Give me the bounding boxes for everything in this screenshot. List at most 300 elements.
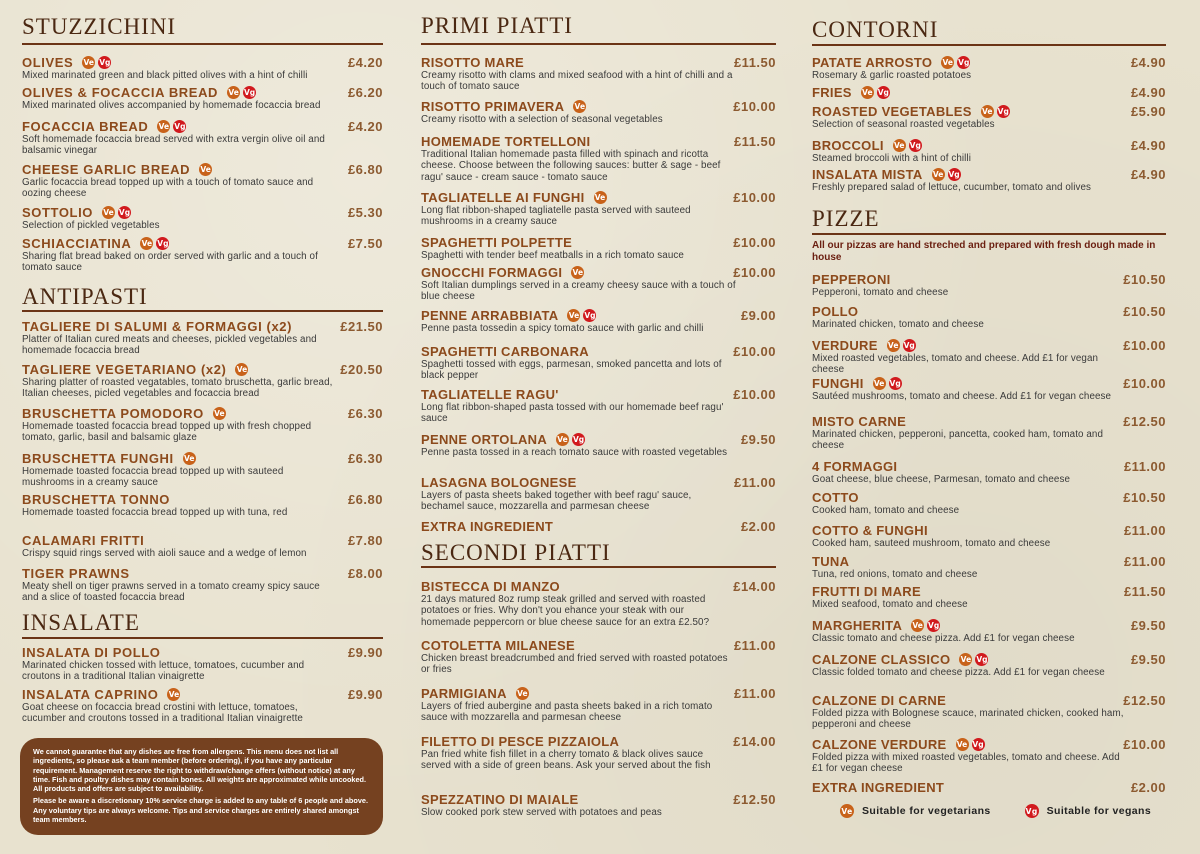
menu-item-price: £2.00 bbox=[740, 519, 776, 534]
menu-item bbox=[812, 137, 1166, 164]
menu-item-name: SPEZZATINO DI MAIALE bbox=[421, 791, 579, 807]
vegetarian-badge-icon: Ve bbox=[83, 57, 95, 67]
menu-item-name: TIGER PRAWNS bbox=[22, 565, 130, 581]
menu-item bbox=[22, 318, 383, 357]
menu-item-name: PARMIGIANA bbox=[421, 685, 507, 701]
vegan-badge-icon: Vg bbox=[972, 739, 984, 749]
menu-item-description: Garlic focaccia bread topped up with a touch of tomato sauce and oozing cheese bbox=[22, 177, 314, 200]
menu-item-description: Creamy risotto with a selection of seasonal vegetables bbox=[421, 114, 663, 125]
menu-item-header bbox=[421, 578, 776, 594]
menu-item-name: RISOTTO MARE bbox=[421, 54, 525, 70]
menu-item-header bbox=[812, 413, 1166, 429]
menu-item-price: £4.20 bbox=[347, 55, 383, 70]
menu-item-name: PEPPERONI bbox=[812, 271, 891, 287]
menu-item bbox=[421, 791, 776, 818]
menu-item-header bbox=[22, 405, 383, 421]
menu-item-description: Selection of seasonal roasted vegetables bbox=[812, 119, 995, 130]
menu-item-description: Meaty shell on tiger prawns served in a tomato creamy spicy sauce and a slice of toasted focaccia bread bbox=[22, 581, 320, 604]
menu-item-header bbox=[812, 54, 1166, 70]
vegetarian-badge-icon: Ve bbox=[594, 192, 606, 202]
menu-item-name: POLLO bbox=[812, 303, 859, 319]
menu-item-description: Marinated chicken, tomato and cheese bbox=[812, 319, 984, 330]
menu-item-name: SOTTOLIO bbox=[22, 204, 94, 220]
menu-item-name: OLIVES & FOCACCIA BREAD bbox=[22, 84, 219, 100]
vegetarian-badge-icon: Ve bbox=[184, 453, 195, 463]
menu-item bbox=[812, 166, 1166, 193]
dietary-badges bbox=[929, 168, 961, 181]
menu-item-header bbox=[421, 133, 776, 149]
menu-item-header bbox=[812, 137, 1166, 153]
dietary-badges bbox=[591, 191, 607, 204]
section-divider bbox=[22, 310, 383, 312]
menu-item bbox=[812, 337, 1166, 376]
vegetarian-badge-icon: Ve bbox=[960, 654, 972, 664]
dietary-badges bbox=[890, 139, 922, 152]
menu-item-description: Soft Italian dumplings served in a creamy cheesy sauce with a touch of blue cheese bbox=[421, 280, 736, 303]
menu-item-price: £10.00 bbox=[733, 344, 776, 359]
menu-item-price: £8.00 bbox=[347, 566, 383, 581]
menu-item-header bbox=[22, 235, 383, 251]
dietary-badges bbox=[513, 687, 529, 700]
menu-item-description: Traditional Italian homemade pasta filled with spinach and ricotta cheese. Choose between the following sauces: butter & sage - beef ragu' sauce - cream sauce - tomato sauce bbox=[421, 149, 721, 183]
dietary-badges bbox=[564, 309, 596, 322]
menu-item-name: COTOLETTA MILANESE bbox=[421, 637, 575, 653]
allergen-notice bbox=[20, 738, 383, 835]
menu-item-name: HOMEMADE TORTELLONI bbox=[421, 133, 591, 149]
menu-item-description: Mixed seafood, tomato and cheese bbox=[812, 599, 968, 610]
menu-item-name: INSALATA CAPRINO bbox=[22, 686, 159, 702]
menu-item bbox=[812, 522, 1166, 549]
menu-item-description: Chicken breast breadcrumbed and fried served with roasted potatoes or fries bbox=[421, 653, 728, 676]
section-divider bbox=[812, 233, 1166, 235]
menu-item-name: PENNE ORTOLANA bbox=[421, 431, 548, 447]
menu-item-price: £9.50 bbox=[740, 432, 776, 447]
menu-item-name: EXTRA INGREDIENT bbox=[812, 779, 945, 795]
menu-item-name: ROASTED VEGETABLES bbox=[812, 103, 972, 119]
menu-item-description: Classic tomato and cheese pizza. Add £1 for vegan cheese bbox=[812, 633, 1075, 644]
menu-item bbox=[812, 103, 1166, 130]
menu-item-description: Homemade toasted focaccia bread topped up with fresh chopped tomato, garlic, basil and balsamic glaze bbox=[22, 421, 312, 444]
menu-item-price: £4.20 bbox=[347, 119, 383, 134]
menu-item-description: Spaghetti tossed with eggs, parmesan, smoked pancetta and lots of black pepper bbox=[421, 359, 722, 382]
menu-item-name: COTTO & FUNGHI bbox=[812, 522, 928, 538]
vegetarian-badge-icon: Ve bbox=[887, 340, 899, 350]
menu-item bbox=[421, 386, 776, 425]
menu-item-price: £4.90 bbox=[1130, 138, 1166, 153]
menu-item-header bbox=[421, 518, 776, 534]
menu-item-price: £5.90 bbox=[1130, 104, 1166, 119]
menu-item-name: BISTECCA DI MANZO bbox=[421, 578, 560, 594]
dietary-badges bbox=[196, 163, 212, 176]
section-heading: SECONDI PIATTI bbox=[421, 540, 611, 565]
vegetarian-badge-icon: Ve bbox=[168, 689, 180, 699]
menu-item-description: Sautéed mushrooms, tomato and cheese. Add £1 for vegan cheese bbox=[812, 391, 1112, 402]
menu-item-description: Pepperoni, tomato and cheese bbox=[812, 287, 949, 298]
menu-item-price: £6.30 bbox=[347, 451, 383, 466]
menu-item-name: TUNA bbox=[812, 553, 850, 569]
menu-item-header bbox=[812, 103, 1166, 119]
menu-item bbox=[421, 474, 776, 513]
menu-item-description: Marinated chicken, pepperoni, pancetta, cooked ham, tomato and cheese bbox=[812, 429, 1104, 452]
vegetarian-badge-icon: Ve bbox=[236, 364, 248, 374]
menu-item-price: £10.50 bbox=[1123, 272, 1166, 287]
menu-item bbox=[22, 644, 383, 683]
menu-item-header bbox=[812, 651, 1166, 667]
dietary-badges bbox=[154, 120, 186, 133]
menu-item bbox=[812, 271, 1166, 298]
menu-item-description: 21 days matured 8oz rump steak grilled and served with roasted potatoes or fries. Why don't you ehance your steak with our homemade peppercorn or blue cheese sauce for an extra £2.50? bbox=[421, 594, 710, 628]
menu-item-name: COTTO bbox=[812, 489, 859, 505]
menu-item-name: OLIVES bbox=[22, 54, 74, 70]
menu-item-name: BROCCOLI bbox=[812, 137, 884, 153]
menu-item bbox=[421, 307, 776, 334]
menu-item-price: £11.50 bbox=[1123, 584, 1166, 599]
menu-item-header bbox=[812, 583, 1166, 599]
menu-item bbox=[421, 54, 776, 93]
menu-item bbox=[812, 458, 1166, 485]
menu-item-header bbox=[812, 489, 1166, 505]
menu-item-price: £2.00 bbox=[1130, 780, 1166, 795]
vegan-badge-icon: Vg bbox=[1025, 804, 1039, 818]
vegetarian-badge-icon: Ve bbox=[158, 121, 170, 131]
menu-item bbox=[421, 189, 776, 228]
menu-item-name: BRUSCHETTA FUNGHI bbox=[22, 450, 174, 466]
menu-item-header bbox=[812, 553, 1166, 569]
menu-item-name: BRUSCHETTA TONNO bbox=[22, 491, 171, 507]
dietary-badges bbox=[956, 653, 988, 666]
menu-item-description: Mixed marinated green and black pitted olives with a hint of chilli bbox=[22, 70, 308, 81]
section-heading: CONTORNI bbox=[812, 17, 939, 42]
vegetarian-badge-icon: Ve bbox=[956, 739, 968, 749]
vegetarian-badge-icon: Ve bbox=[840, 804, 854, 818]
menu-item-name: FRIES bbox=[812, 84, 852, 100]
menu-item-price: £6.20 bbox=[347, 85, 383, 100]
menu-item-price: £11.50 bbox=[733, 134, 776, 149]
menu-item-description: Long flat ribbon-shaped pasta tossed with our homemade beef ragu' sauce bbox=[421, 402, 724, 425]
menu-item-name: FUNGHI bbox=[812, 375, 864, 391]
menu-item-description: Penne pasta tossed in a reach tomato sauce with roasted vegetables bbox=[421, 447, 728, 458]
menu-item-description: Folded pizza with mixed roasted vegetables, tomato and cheese. Add £1 for vegan cheese bbox=[812, 752, 1120, 775]
menu-item-description: Creamy risotto with clams and mixed seafood with a hint of chilli and a touch of tomato sauce bbox=[421, 70, 733, 93]
menu-item bbox=[22, 686, 383, 725]
menu-item-price: £11.50 bbox=[733, 55, 776, 70]
menu-item-description: Platter of Italian cured meats and cheeses, pickled vegetables and homemade focaccia bread bbox=[22, 334, 317, 357]
menu-item-description: Cooked ham, tomato and cheese bbox=[812, 505, 960, 516]
menu-item bbox=[812, 553, 1166, 580]
menu-item-description: Classic folded tomato and cheese pizza. Add £1 for vegan cheese bbox=[812, 667, 1105, 678]
menu-item-price: £6.30 bbox=[347, 406, 383, 421]
menu-item-header bbox=[812, 617, 1166, 633]
menu-item-price: £10.00 bbox=[1123, 737, 1166, 752]
menu-item bbox=[812, 413, 1166, 452]
menu-item-name: INSALATA DI POLLO bbox=[22, 644, 161, 660]
menu-item-name: SPAGHETTI POLPETTE bbox=[421, 234, 573, 250]
menu-item bbox=[421, 98, 776, 125]
section-heading: INSALATE bbox=[22, 610, 140, 635]
menu-item-price: £12.50 bbox=[1123, 693, 1166, 708]
menu-item bbox=[812, 54, 1166, 81]
menu-item-description: Marinated chicken tossed with lettuce, tomatoes, cucumber and croutons in a traditional Italian vinaigrette bbox=[22, 660, 305, 683]
menu-item-header bbox=[421, 343, 776, 359]
menu-item-header bbox=[22, 491, 383, 507]
menu-item-header bbox=[421, 189, 776, 205]
dietary-legend bbox=[840, 804, 1151, 818]
section-divider bbox=[812, 44, 1166, 46]
vegetarian-badge-icon: Ve bbox=[873, 378, 885, 388]
menu-item-description: Tuna, red onions, tomato and cheese bbox=[812, 569, 978, 580]
dietary-badges bbox=[570, 100, 586, 113]
menu-item bbox=[812, 617, 1166, 644]
vegetarian-badge-icon: Ve bbox=[214, 408, 225, 418]
vegetarian-badge-icon: Ve bbox=[228, 87, 239, 97]
menu-item-header bbox=[812, 779, 1166, 795]
section-note: All our pizzas are hand streched and prepared with fresh dough made in house bbox=[812, 240, 1156, 263]
vegan-badge-icon: Vg bbox=[243, 87, 256, 97]
menu-item-description: Rosemary & garlic roasted potatoes bbox=[812, 70, 972, 81]
menu-item-description: Pan fried white fish fillet in a cherry tomato & black olives sauce served with a side of green beans. Ask your served about the fish bbox=[421, 749, 711, 772]
menu-item-price: £10.50 bbox=[1123, 490, 1166, 505]
menu-item-header bbox=[421, 307, 776, 323]
menu-item-header bbox=[812, 271, 1166, 287]
menu-item-header bbox=[421, 685, 776, 701]
menu-item-price: £11.00 bbox=[733, 686, 776, 701]
vegan-badge-icon: Vg bbox=[948, 169, 960, 179]
section-heading: PIZZE bbox=[812, 206, 880, 231]
menu-item-description: Sharing platter of roasted vegatables, tomato bruschetta, garlic bread, Italian cheeses, picled vegetables and focaccia bread bbox=[22, 377, 333, 400]
menu-item-description: Soft homemade focaccia bread served with extra vergin olive oil and balsamic vinegar bbox=[22, 134, 325, 157]
menu-item-header bbox=[812, 84, 1166, 100]
menu-item bbox=[421, 733, 776, 772]
menu-item bbox=[22, 54, 383, 81]
dietary-badges bbox=[99, 206, 131, 219]
menu-item-description: Homemade toasted focaccia bread topped up with sauteed mushrooms in a creamy sauce bbox=[22, 466, 284, 489]
menu-item-description: Freshly prepared salad of lettuce, cucumber, tomato and olives bbox=[812, 182, 1092, 193]
dietary-badges bbox=[180, 452, 196, 465]
menu-item-description: Layers of fried aubergine and pasta sheets baked in a rich tomato sauce with mozzarella and parmesan cheese bbox=[421, 701, 713, 724]
dietary-badges bbox=[858, 86, 890, 99]
menu-item-price: £4.90 bbox=[1130, 167, 1166, 182]
vegan-badge-icon: Vg bbox=[584, 310, 596, 320]
menu-item-price: £11.00 bbox=[733, 475, 776, 490]
menu-item-description: Cooked ham, sauteed mushroom, tomato and cheese bbox=[812, 538, 1051, 549]
menu-item bbox=[421, 431, 776, 458]
dietary-badges bbox=[137, 237, 169, 250]
menu-item bbox=[22, 235, 383, 274]
service-charge-text: Please be aware a discretionary 10% service charge is added to any table of 6 people and above. Any voluntary tips are always welcome. Tips and service charges are entirely shared amongst team members. bbox=[33, 796, 368, 825]
section-divider bbox=[22, 637, 383, 639]
menu-item-price: £10.00 bbox=[1123, 376, 1166, 391]
vegan-badge-icon: Vg bbox=[118, 207, 131, 217]
menu-item-description: Slow cooked pork stew served with potatoes and peas bbox=[421, 807, 662, 818]
menu-item-price: £9.90 bbox=[347, 645, 383, 660]
vegan-badge-icon: Vg bbox=[889, 378, 901, 388]
menu-item bbox=[812, 692, 1166, 731]
menu-item-price: £5.30 bbox=[347, 205, 383, 220]
menu-item-header bbox=[812, 166, 1166, 182]
vegan-badge-icon: Vg bbox=[928, 620, 940, 630]
menu-item-header bbox=[421, 98, 776, 114]
menu-item-price: £10.00 bbox=[733, 265, 776, 280]
menu-item-description: Spaghetti with tender beef meatballs in a rich tomato sauce bbox=[421, 250, 684, 261]
menu-item-price: £6.80 bbox=[347, 492, 383, 507]
dietary-badges bbox=[210, 407, 226, 420]
menu-item-header bbox=[421, 386, 776, 402]
menu-item-price: £9.50 bbox=[1130, 618, 1166, 633]
section-divider bbox=[22, 43, 383, 45]
menu-item-description: Mixed roasted vegetables, tomato and cheese. Add £1 for vegan cheese bbox=[812, 353, 1099, 376]
menu-item-name: TAGLIATELLE AI FUNGHI bbox=[421, 189, 585, 205]
menu-item-description: Penne pasta tossedin a spicy tomato sauce with garlic and chilli bbox=[421, 323, 704, 334]
menu-item bbox=[812, 489, 1166, 516]
menu-item-name: MISTO CARNE bbox=[812, 413, 907, 429]
menu-item-price: £12.50 bbox=[1123, 414, 1166, 429]
vegetarian-badge-icon: Ve bbox=[981, 106, 993, 116]
menu-item-price: £21.50 bbox=[340, 319, 383, 334]
menu-item-header bbox=[22, 161, 383, 177]
menu-item-header bbox=[22, 118, 383, 134]
menu-item-description: Long flat ribbon-shaped tagliatelle pasta served with sauteed mushrooms in a creamy sauce bbox=[421, 205, 691, 228]
menu-item-price: £6.80 bbox=[347, 162, 383, 177]
menu-item-description: Crispy squid rings served with aioli sauce and a wedge of lemon bbox=[22, 548, 307, 559]
menu-item-name: MARGHERITA bbox=[812, 617, 903, 633]
menu-item-price: £14.00 bbox=[733, 579, 776, 594]
menu-item-price: £11.00 bbox=[1123, 554, 1166, 569]
vegan-badge-icon: Vg bbox=[572, 434, 585, 444]
menu-item bbox=[22, 84, 383, 111]
menu-item-description: Mixed marinated olives accompanied by homemade focaccia bread bbox=[22, 100, 321, 111]
vegan-badge-icon: Vg bbox=[909, 140, 921, 150]
menu-item-name: CALZONE DI CARNE bbox=[812, 692, 947, 708]
menu-item-name: LASAGNA BOLOGNESE bbox=[421, 474, 577, 490]
menu-item-name: FOCACCIA BREAD bbox=[22, 118, 149, 134]
vegetarian-badge-icon: Ve bbox=[200, 164, 211, 174]
vegetarian-badge-icon: Ve bbox=[557, 434, 568, 444]
vegetarian-badge-icon: Ve bbox=[893, 140, 905, 150]
vegetarian-legend-label: Suitable for vegetarians bbox=[862, 805, 991, 817]
menu-item-name: BRUSCHETTA POMODORO bbox=[22, 405, 204, 421]
section-heading: ANTIPASTI bbox=[22, 284, 148, 309]
menu-item-header bbox=[421, 474, 776, 490]
menu-item-header bbox=[421, 234, 776, 250]
menu-item bbox=[421, 133, 776, 183]
menu-item-name: CHEESE GARLIC BREAD bbox=[22, 161, 191, 177]
menu-item-header bbox=[22, 54, 383, 70]
vegan-badge-icon: Vg bbox=[903, 340, 915, 350]
menu-item-price: £4.90 bbox=[1130, 55, 1166, 70]
menu-item bbox=[22, 450, 383, 489]
menu-item-header bbox=[22, 204, 383, 220]
menu-item bbox=[22, 118, 383, 157]
dietary-badges bbox=[553, 433, 585, 446]
dietary-badges bbox=[908, 619, 940, 632]
vegetarian-badge-icon: Ve bbox=[141, 238, 153, 248]
dietary-badges bbox=[79, 56, 111, 69]
menu-item bbox=[22, 361, 383, 400]
dietary-badges bbox=[978, 105, 1010, 118]
vegetarian-badge-icon: Ve bbox=[568, 310, 580, 320]
dietary-badges bbox=[953, 738, 985, 751]
menu-item-price: £10.00 bbox=[733, 387, 776, 402]
menu-item-name: 4 FORMAGGI bbox=[812, 458, 898, 474]
menu-item bbox=[812, 736, 1166, 775]
vegetarian-badge-icon: Ve bbox=[103, 207, 114, 217]
dietary-badges bbox=[884, 339, 916, 352]
menu-item-name: INSALATA MISTA bbox=[812, 166, 923, 182]
vegan-badge-icon: Vg bbox=[976, 654, 988, 664]
menu-item-header bbox=[812, 458, 1166, 474]
section-divider bbox=[421, 43, 776, 45]
menu-item-name: CALAMARI FRITTI bbox=[22, 532, 145, 548]
vegetarian-badge-icon: Ve bbox=[517, 688, 528, 698]
menu-item bbox=[22, 204, 383, 231]
menu-item-header bbox=[421, 733, 776, 749]
menu-item-name: VERDURE bbox=[812, 337, 878, 353]
menu-item bbox=[812, 779, 1166, 795]
menu-item bbox=[421, 343, 776, 382]
menu-item bbox=[22, 161, 383, 200]
menu-item-header bbox=[421, 637, 776, 653]
menu-item bbox=[22, 565, 383, 604]
vegan-badge-icon: Vg bbox=[877, 87, 889, 97]
menu-item-description: Goat cheese on focaccia bread crostini with lettuce, tomatoes, cucumber and croutons tossed in a traditional Italian vinaigrette bbox=[22, 702, 303, 725]
menu-item-name: CALZONE VERDURE bbox=[812, 736, 947, 752]
menu-item-price: £14.00 bbox=[733, 734, 776, 749]
menu-item-description: Steamed broccoli with a hint of chilli bbox=[812, 153, 971, 164]
dietary-badges bbox=[232, 363, 248, 376]
menu-item-name: TAGLIERE DI SALUMI & FORMAGGI (x2) bbox=[22, 318, 293, 334]
menu-item-description: Homemade toasted focaccia bread topped up with tuna, red bbox=[22, 507, 288, 518]
menu-item-name: PATATE ARROSTO bbox=[812, 54, 933, 70]
vegan-badge-icon: Vg bbox=[997, 106, 1009, 116]
menu-item bbox=[812, 84, 1166, 100]
menu-item-name: EXTRA INGREDIENT bbox=[421, 518, 554, 534]
menu-item-header bbox=[421, 264, 776, 280]
section-heading: STUZZICHINI bbox=[22, 14, 177, 39]
menu-item-name: PENNE ARRABBIATA bbox=[421, 307, 559, 323]
menu-item-name: TAGLIERE VEGETARIANO (x2) bbox=[22, 361, 227, 377]
section-heading: PRIMI PIATTI bbox=[421, 13, 573, 38]
menu-item bbox=[421, 685, 776, 724]
menu-item-name: SPAGHETTI CARBONARA bbox=[421, 343, 589, 359]
menu-item-header bbox=[22, 450, 383, 466]
menu-item-description: Sharing flat bread baked on order served with garlic and a touch of tomato sauce bbox=[22, 251, 318, 274]
menu-item-header bbox=[22, 361, 383, 377]
menu-item-price: £7.50 bbox=[347, 236, 383, 251]
menu-item-price: £12.50 bbox=[733, 792, 776, 807]
menu-item-name: CALZONE CLASSICO bbox=[812, 651, 951, 667]
menu-item-header bbox=[22, 565, 383, 581]
menu-item-header bbox=[22, 84, 383, 100]
menu-item-description: Selection of pickled vegetables bbox=[22, 220, 160, 231]
dietary-badges bbox=[164, 688, 180, 701]
menu-item-header bbox=[421, 54, 776, 70]
menu-item-price: £7.80 bbox=[347, 533, 383, 548]
menu-item bbox=[421, 578, 776, 628]
menu-item bbox=[812, 303, 1166, 330]
menu-item-price: £9.90 bbox=[347, 687, 383, 702]
menu-item-name: TAGLIATELLE RAGU' bbox=[421, 386, 559, 402]
menu-item bbox=[812, 651, 1166, 678]
menu-item-header bbox=[812, 337, 1166, 353]
menu-item-price: £20.50 bbox=[340, 362, 383, 377]
menu-item-price: £4.90 bbox=[1130, 85, 1166, 100]
menu-item-header bbox=[812, 522, 1166, 538]
menu-item-name: GNOCCHI FORMAGGI bbox=[421, 264, 563, 280]
vegan-badge-icon: Vg bbox=[958, 57, 970, 67]
menu-item-header bbox=[421, 431, 776, 447]
menu-item-name: RISOTTO PRIMAVERA bbox=[421, 98, 565, 114]
menu-item-price: £11.00 bbox=[1123, 523, 1166, 538]
